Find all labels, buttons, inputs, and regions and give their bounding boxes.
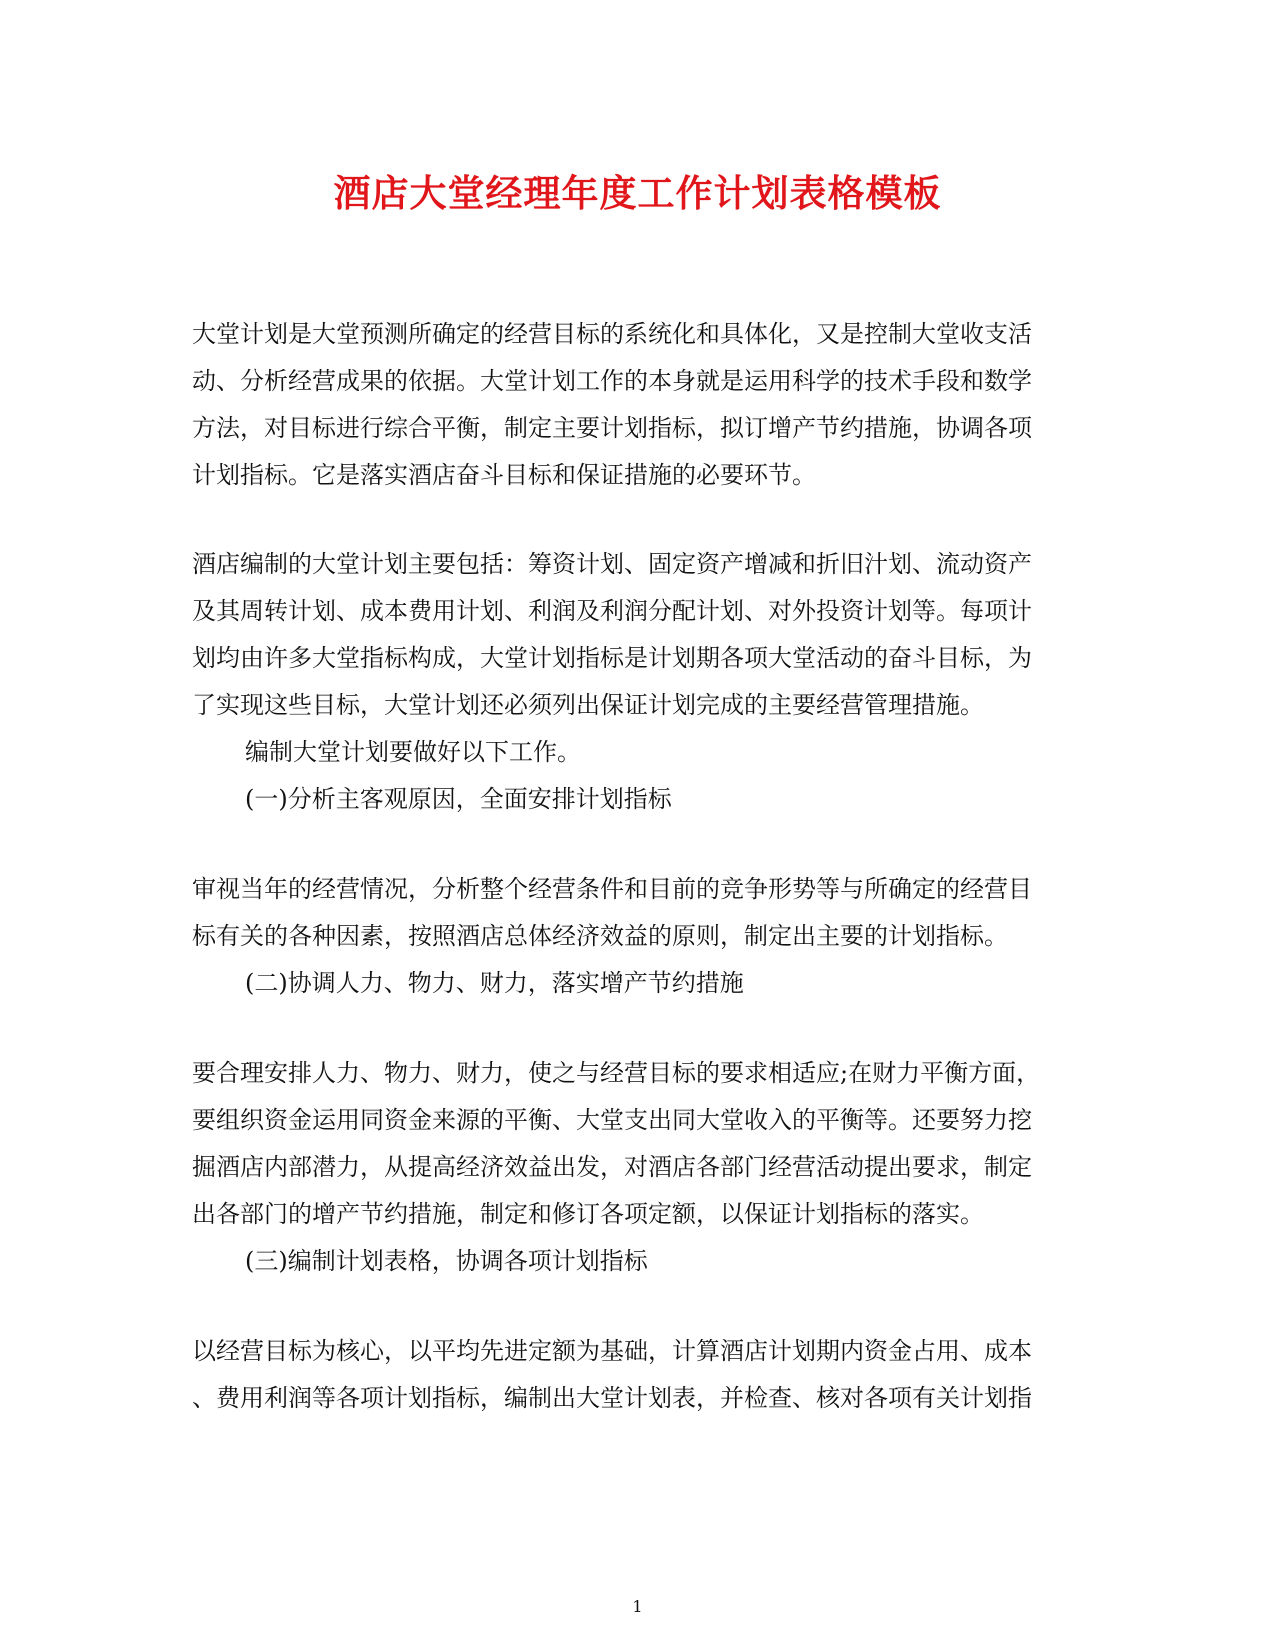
page-number: 1: [632, 1597, 643, 1616]
paragraph-line: 要合理安排人力、物力、财力，使之与经营目标的要求相适应;在财力平衡方面，: [192, 1059, 1041, 1087]
paragraph-2: [192, 541, 1072, 729]
paragraph-line: 动、分析经营成果的依据。大堂计划工作的本身就是运用科学的技术手段和数学: [192, 367, 1032, 395]
paragraph-line: 掘酒店内部潜力，从提高经济效益出发，对酒店各部门经营活动提出要求，制定: [192, 1153, 1032, 1181]
paragraph-4: [192, 1050, 1072, 1238]
section-heading-2: (二)协调人力、物力、财力，落实增产节约措施: [245, 969, 744, 997]
intro-line: 编制大堂计划要做好以下工作。: [245, 738, 581, 766]
paragraph-line: 、费用利润等各项计划指标，编制出大堂计划表，并检查、核对各项有关计划指: [192, 1384, 1032, 1412]
paragraph-line: 要组织资金运用同资金来源的平衡、大堂支出同大堂收入的平衡等。还要努力挖: [192, 1106, 1032, 1134]
paragraph-line: 划均由许多大堂指标构成，大堂计划指标是计划期各项大堂活动的奋斗目标，为: [192, 644, 1032, 672]
paragraph-line: 以经营目标为核心，以平均先进定额为基础，计算酒店计划期内资金占用、成本: [192, 1337, 1032, 1365]
paragraph-line: 标有关的各种因素，按照酒店总体经济效益的原则，制定出主要的计划指标。: [192, 922, 1008, 950]
paragraph-line: 方法，对目标进行综合平衡，制定主要计划指标，拟订增产节约措施，协调各项: [192, 414, 1032, 442]
paragraph-line: 出各部门的增产节约措施，制定和修订各项定额，以保证计划指标的落实。: [192, 1200, 984, 1228]
paragraph-line: 酒店编制的大堂计划主要包括：筹资计划、固定资产增减和折旧汁划、流动资产: [192, 550, 1032, 578]
paragraph-line: 计划指标。它是落实酒店奋斗目标和保证措施的必要环节。: [192, 461, 816, 489]
document-title: 酒店大堂经理年度工作计划表格模板: [333, 171, 942, 215]
paragraph-line: 及其周转计划、成本费用计划、利润及利润分配计划、对外投资计划等。每项计: [192, 597, 1032, 625]
paragraph-line: 大堂计划是大堂预测所确定的经营目标的系统化和具体化，又是控制大堂收支活: [192, 320, 1032, 348]
paragraph-line: 审视当年的经营情况，分析整个经营条件和目前的竞争形势等与所确定的经营目: [192, 875, 1032, 903]
paragraph-1: [192, 311, 1072, 499]
paragraph-5: [192, 1328, 1072, 1422]
section-heading-1: (一)分析主客观原因，全面安排计划指标: [245, 785, 672, 813]
section-heading-3: (三)编制计划表格，协调各项计划指标: [245, 1247, 648, 1275]
paragraph-3: [192, 866, 1072, 960]
paragraph-line: 了实现这些目标，大堂计划还必须列出保证计划完成的主要经营管理措施。: [192, 691, 984, 719]
